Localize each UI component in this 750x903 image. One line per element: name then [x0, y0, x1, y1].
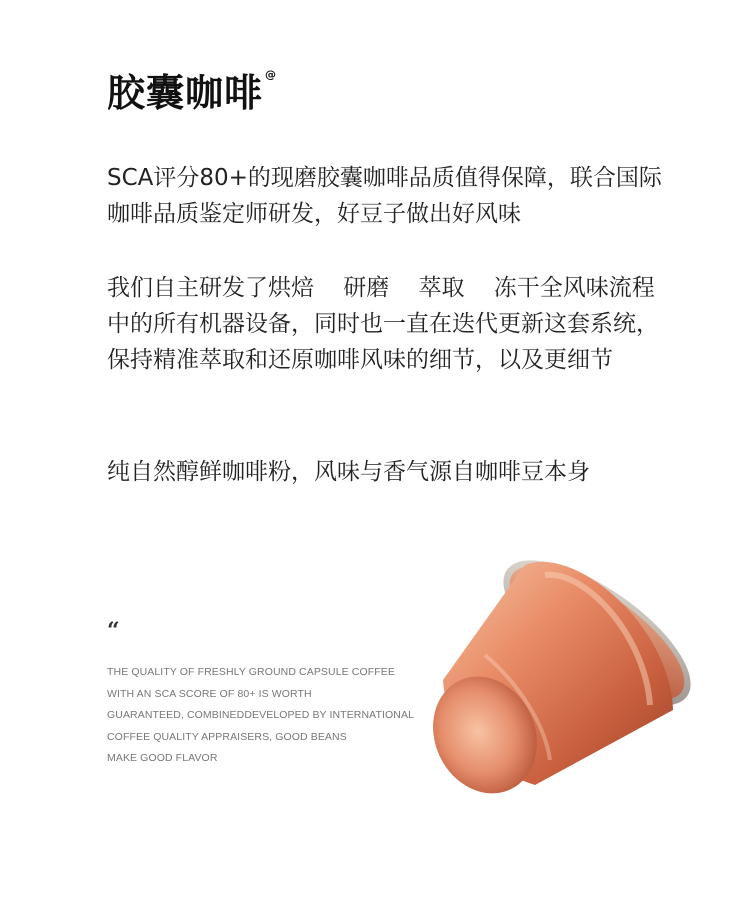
title-text: 胶囊咖啡	[107, 71, 264, 115]
natural-paragraph: 纯自然醇鲜咖啡粉，风味与香气源自咖啡豆本身	[107, 459, 590, 485]
english-quote	[107, 662, 427, 770]
quote-line: THE QUALITY OF FRESHLY GROUND CAPSULE COFFEE	[107, 666, 395, 678]
quote-line: WITH AN SCA SCORE OF 80+ IS WORTH	[107, 687, 312, 700]
quote-mark: “	[107, 618, 120, 644]
title-mark: @	[265, 68, 278, 81]
process-seg-roast: 我们自主研发了烘焙	[107, 275, 314, 301]
process-seg-grind: 研磨	[343, 275, 390, 301]
process-seg-rest: 冻干全风味流程中的所有机器设备，同时也一直在迭代更新这套系统，保持精准萃取和还原咖啡风味的细节，以及更细节	[107, 275, 659, 373]
process-paragraph	[107, 270, 677, 378]
coffee-capsule-image	[425, 535, 695, 805]
quote-line: COFFEE QUALITY APPRAISERS, GOOD BEANS	[107, 730, 347, 743]
page-title	[107, 62, 277, 117]
process-seg-extract: 萃取	[418, 275, 465, 301]
quote-line: GUARANTEED, COMBINEDDEVELOPED BY INTERNATIONAL	[107, 709, 415, 722]
quote-line: MAKE GOOD FLAVOR	[107, 752, 218, 765]
intro-paragraph: SCA评分80+的现磨胶囊咖啡品质值得保障，联合国际咖啡品质鉴定师研发，好豆子做出好风味	[107, 165, 662, 227]
